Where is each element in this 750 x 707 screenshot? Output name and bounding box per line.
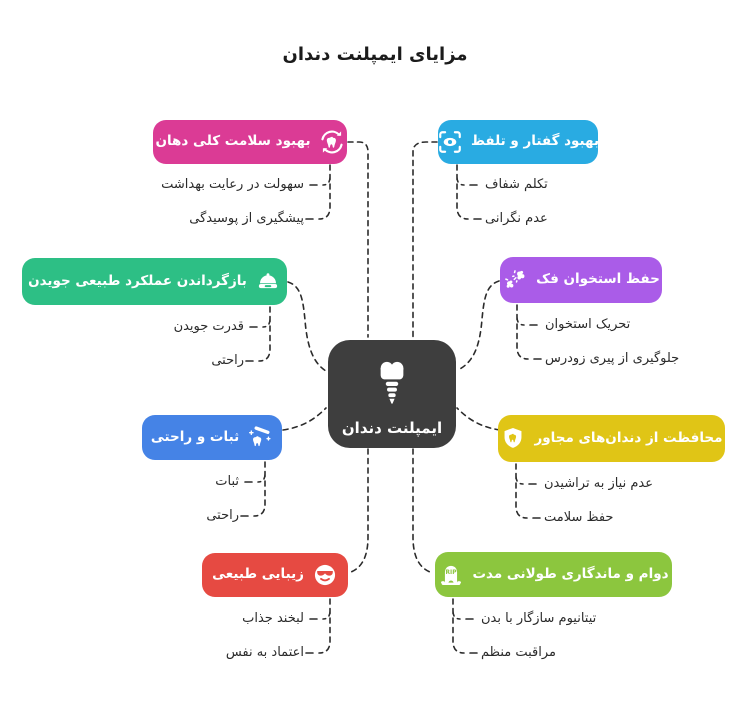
node-label: حفظ استخوان فک: [536, 271, 660, 288]
rip-tombstone-icon: [438, 562, 464, 588]
subitem: ثبات: [215, 474, 239, 489]
node-durability: [435, 552, 672, 597]
connector-center-to-jawbone: [458, 281, 499, 370]
subitem: عدم نیاز به تراشیدن: [544, 476, 653, 491]
dental-implant-icon: [370, 359, 414, 414]
node-oral-health: [153, 120, 347, 164]
subline-speech: [457, 165, 468, 219]
subitem: راحتی: [206, 508, 239, 523]
node-speech: [438, 120, 598, 164]
subline-protection: [516, 464, 527, 518]
subline-durability: [453, 599, 464, 653]
subline-stability: [254, 462, 265, 516]
subitem: عدم نگرانی: [485, 211, 548, 226]
node-center-dental-implant: [328, 340, 456, 448]
subline-oral-health: [319, 165, 330, 219]
food-container-icon: [255, 269, 281, 295]
subline-jawbone: [517, 305, 528, 359]
subitem: پیشگیری از پوسیدگی: [189, 211, 304, 226]
connector-center-to-beauty: [351, 449, 368, 572]
subitem: مراقبت منظم: [481, 645, 556, 660]
subitem: جلوگیری از پیری زودرس: [545, 351, 680, 366]
center-label: ایمپلنت دندان: [341, 418, 443, 437]
node-label: محافظت از دندان‌های مجاور: [534, 429, 723, 446]
shield-tooth-icon: [500, 426, 526, 452]
connector-center-to-stability: [283, 408, 326, 430]
node-natural-beauty: [202, 553, 348, 597]
subitem: لبخند جذاب: [242, 611, 304, 626]
subitem: راحتی: [211, 353, 244, 368]
eye-scan-icon: [437, 129, 463, 155]
node-protect-adjacent: [498, 415, 725, 462]
subitem: تیتانیوم سازگار با بدن: [481, 611, 597, 626]
node-label: بازگرداندن عملکرد طبیعی جویدن: [28, 272, 247, 289]
node-stability: [142, 415, 282, 460]
node-jawbone: [500, 257, 662, 303]
connector-center-to-durability: [413, 449, 430, 572]
page-title: مزایای ایمپلنت دندان: [282, 44, 468, 65]
connector-center-to-speech: [413, 142, 437, 337]
connector-center-to-oral-health: [348, 142, 368, 337]
subline-chewing: [259, 307, 270, 361]
connector-center-to-protection: [457, 408, 500, 430]
subitem: اعتماد به نفس: [225, 645, 304, 660]
subline-beauty: [319, 599, 330, 653]
node-label: بهبود سلامت کلی دهان: [155, 133, 311, 150]
node-label: بهبود گفتار و تلفظ: [470, 133, 600, 150]
node-label: زیبایی طبیعی: [212, 566, 304, 583]
cool-smiley-icon: [312, 562, 338, 588]
subitem: تکلم شفاف: [485, 177, 548, 192]
subitem: سهولت در رعایت بهداشت: [161, 177, 304, 192]
subitem: حفظ سلامت: [544, 510, 614, 525]
node-label: ثبات و راحتی: [150, 428, 240, 445]
node-chewing: [22, 258, 287, 305]
connector-center-to-chewing: [288, 282, 326, 371]
bone-fragments-icon: [502, 267, 528, 293]
tooth-cleaning-icon: [247, 425, 273, 451]
subitem: تحریک استخوان: [545, 317, 631, 332]
subitem: قدرت جویدن: [173, 319, 244, 334]
tooth-refresh-icon: [319, 129, 345, 155]
node-label: دوام و ماندگاری طولانی مدت: [472, 565, 669, 582]
rip-text: RIP: [445, 569, 457, 576]
